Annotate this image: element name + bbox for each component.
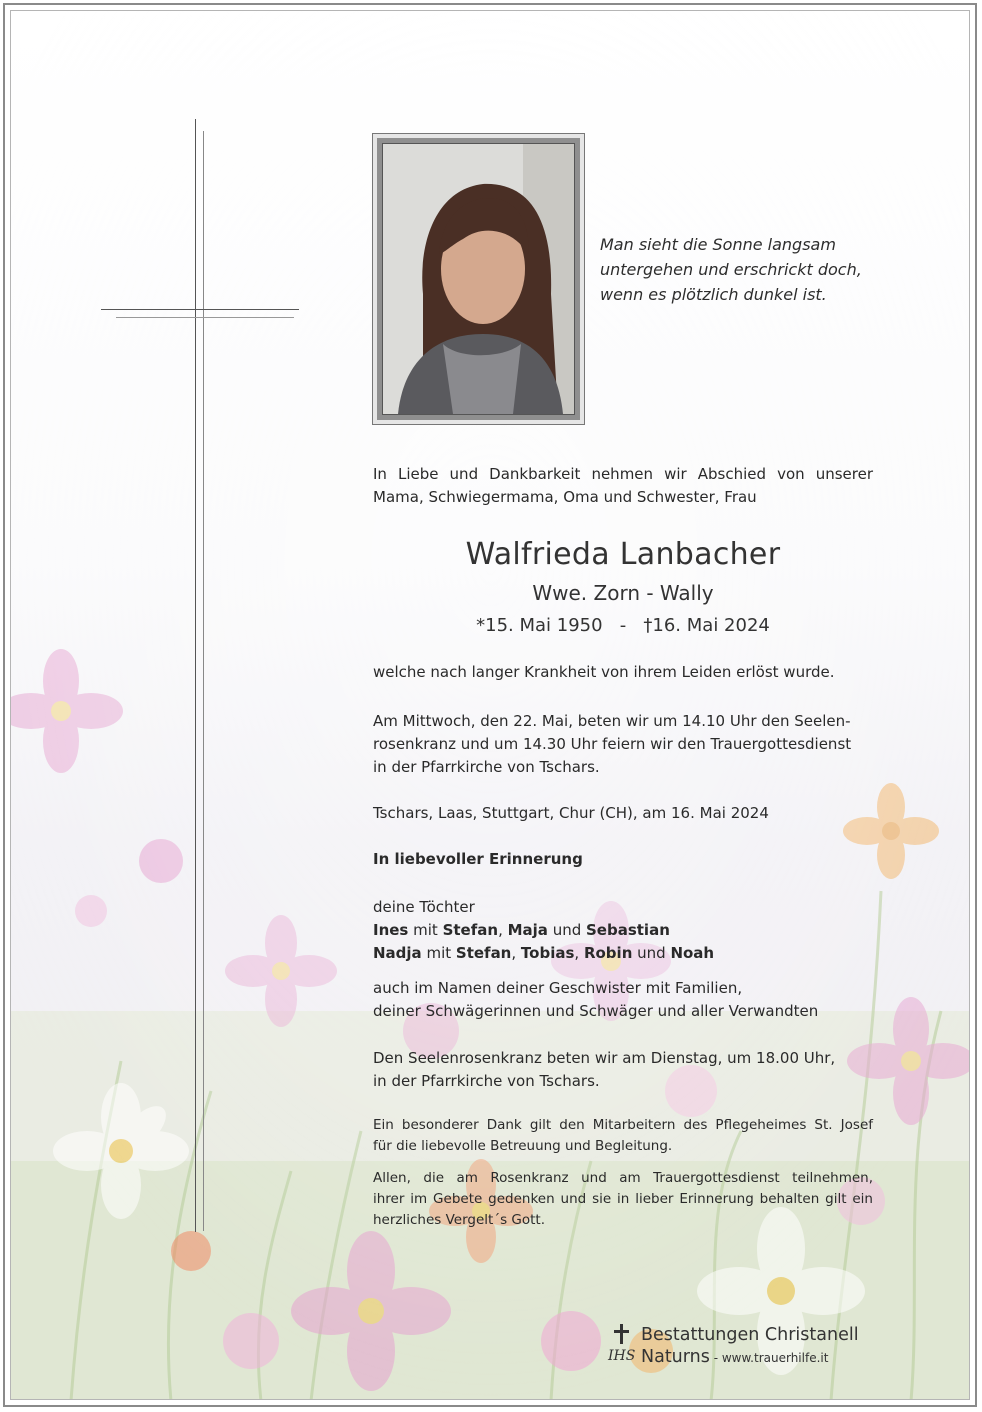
closing-line: ihrer im Gebete gedenken und sie in lieber Erinnerung behalten gilt ein (373, 1191, 873, 1207)
connector: mit (408, 921, 443, 939)
family-text (373, 977, 873, 1023)
connector: , (574, 944, 584, 962)
memory-heading (373, 848, 873, 871)
connector: und (632, 944, 671, 962)
cross-vertical-line-2 (203, 131, 204, 1231)
mourner-name: Noah (670, 944, 715, 962)
family-line: auch im Namen deiner Geschwister mit Familien, (373, 979, 743, 997)
portrait-frame (372, 133, 585, 425)
portrait-photo (382, 143, 575, 415)
cross-vertical-line (195, 119, 196, 1232)
mourners-line-2 (373, 942, 873, 965)
mourner-name: Tobias (520, 944, 575, 962)
thanks-line: für die liebevolle Betreuung und Begleitung. (373, 1138, 673, 1154)
intro-line: In Liebe und Dankbarkeit nehmen wir Abschied von unserer (373, 465, 873, 483)
mourner-name: Robin (583, 944, 633, 962)
service-line: Am Mittwoch, den 22. Mai, beten wir um 14.10 Uhr den Seelen- (373, 712, 851, 730)
mourner-name: Stefan (442, 921, 499, 939)
url-separator: - (709, 1351, 722, 1365)
closing-line: herzliches Vergelt´s Gott. (373, 1212, 546, 1228)
mourners-line-1 (373, 919, 873, 942)
deceased-name: Walfrieda Lanbacher (465, 537, 781, 572)
closing-text (373, 1168, 873, 1231)
cross-logo-icon (605, 1322, 641, 1364)
rosary-line: in der Pfarrkirche von Tschars. (373, 1072, 600, 1090)
family-line: deiner Schwägerinnen und Schwäger und aller Verwandten (373, 1002, 819, 1020)
connector: , (511, 944, 521, 962)
service-text (373, 710, 873, 779)
service-line: rosenkranz und um 14.30 Uhr feiern wir den Trauergottesdienst (373, 735, 852, 753)
deceased-dates: *15. Mai 1950 - †16. Mai 2024 (476, 615, 770, 636)
place-date-line: Tschars, Laas, Stuttgart, Chur (CH), am 16. Mai 2024 (373, 804, 769, 822)
mourner-name: Ines (373, 921, 409, 939)
funeral-home-name: Bestattungen Christanell (641, 1325, 859, 1345)
connector: mit (421, 944, 456, 962)
cross-horizontal-line (101, 309, 299, 310)
connector: , (498, 921, 508, 939)
funeral-home-location (641, 1346, 828, 1369)
funeral-home-town: Naturns (641, 1347, 710, 1367)
quote-line: untergehen und erschrickt doch, (600, 260, 862, 279)
mourners-list (373, 896, 873, 965)
released-text (373, 661, 873, 684)
service-line: in der Pfarrkirche von Tschars. (373, 758, 600, 776)
funeral-home-url[interactable]: www.trauerhilfe.it (721, 1351, 829, 1365)
thanks-line: Ein besonderer Dank gilt den Mitarbeitern des Pflegeheimes St. Josef (373, 1117, 873, 1133)
rosary-line: Den Seelenrosenkranz beten wir am Dienstag, um 18.00 Uhr, (373, 1049, 836, 1067)
mourner-name: Maja (507, 921, 548, 939)
svg-text:IHS: IHS (608, 1348, 636, 1364)
intro-text (373, 463, 873, 509)
released-line: welche nach langer Krankheit von ihrem Leiden erlöst wurde. (373, 663, 835, 681)
cross-horizontal-line-2 (116, 317, 294, 318)
mourner-name: Nadja (373, 944, 422, 962)
quote-line: wenn es plötzlich dunkel ist. (600, 285, 827, 304)
mourner-name: Stefan (455, 944, 512, 962)
intro-line-2: Mama, Schwiegermama, Oma und Schwester, Frau (373, 488, 757, 506)
thanks-text (373, 1115, 873, 1157)
connector: und (547, 921, 586, 939)
mourner-name: Sebastian (586, 921, 670, 939)
rosary-text (373, 1047, 873, 1093)
closing-line: Allen, die am Rosenkranz und am Trauergottesdienst teilnehmen, (373, 1170, 873, 1186)
quote (600, 232, 890, 307)
quote-line: Man sieht die Sonne langsam (600, 235, 836, 254)
memory-label: In liebevoller Erinnerung (373, 850, 583, 868)
place-date (373, 802, 873, 825)
mourners-intro: deine Töchter (373, 898, 475, 916)
deceased-subname: Wwe. Zorn - Wally (532, 581, 714, 605)
